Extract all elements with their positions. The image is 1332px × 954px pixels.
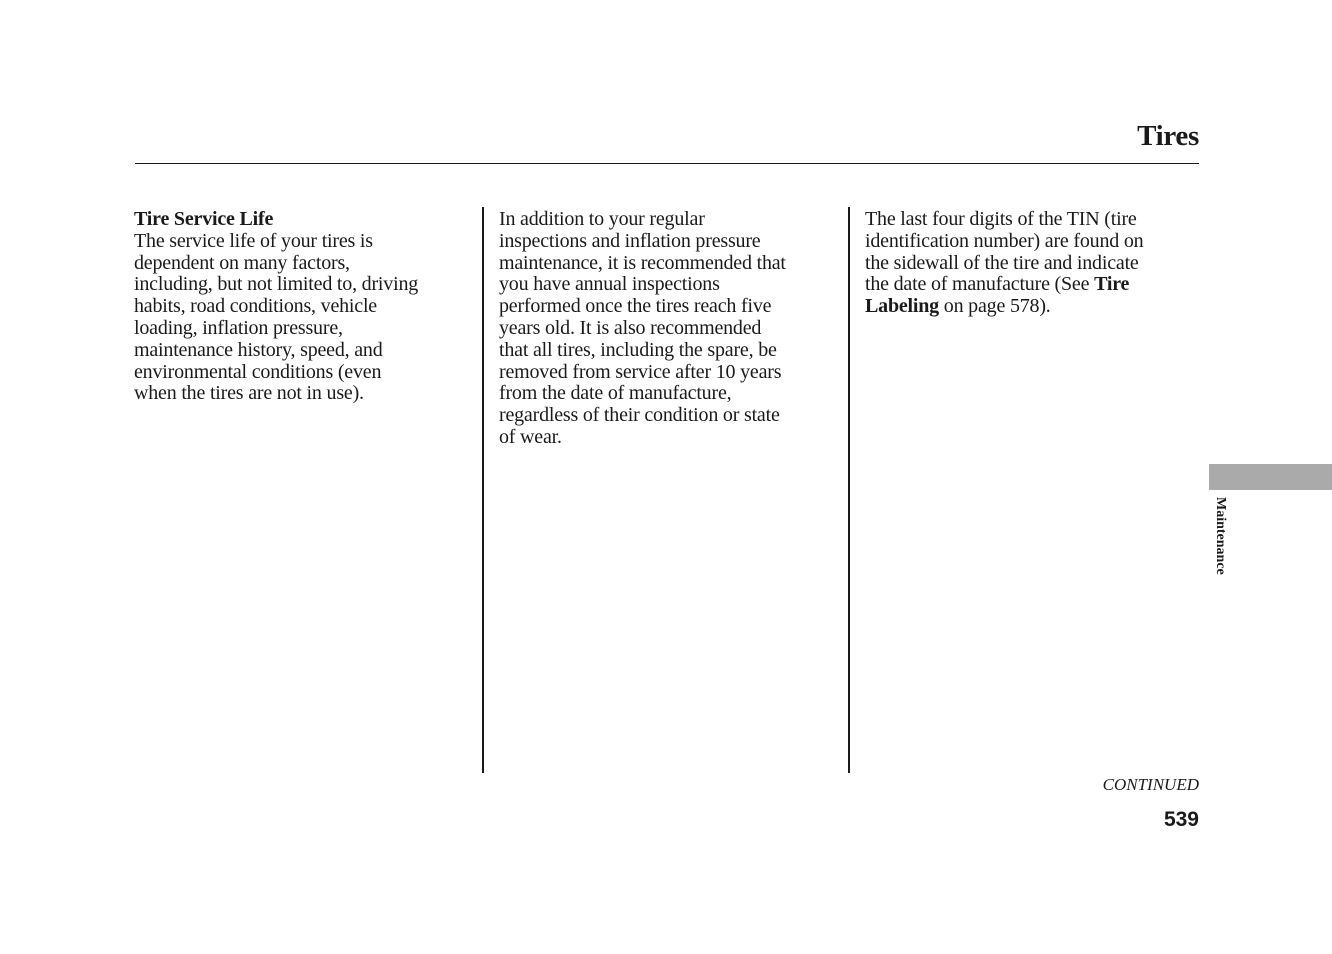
body-line: maintenance history, speed, and [134,338,383,361]
body-line: regardless of their condition or state [499,404,780,427]
continued-note: CONTINUED [1102,775,1199,794]
section-tab-label: Maintenance [1213,497,1228,575]
tire-labeling-reference: Tire [1094,273,1130,296]
column-divider [848,207,850,773]
body-text: the date of manufacture (See [865,273,1095,296]
body-line: the sidewall of the tire and indicate [865,251,1139,274]
body-line: loading, inflation pressure, [134,316,343,339]
column-divider [482,207,484,773]
body-line: when the tires are not in use). [134,382,364,405]
body-line: that all tires, including the spare, be [499,338,777,361]
body-line [865,274,1195,296]
body-line: In addition to your regular [499,208,705,230]
column-2 [499,209,839,449]
column-3 [865,209,1195,318]
body-line: inspections and inflation pressure [499,229,761,252]
page-title: Tires [1137,120,1199,152]
body-line: from the date of manufacture, [499,382,732,405]
body-line: environmental conditions (even [134,360,382,383]
body-line: years old. It is also recommended [499,316,762,339]
body-line: maintenance, it is recommended that [499,251,786,274]
section-heading: Tire Service Life [134,208,274,230]
body-line: of wear. [499,425,562,448]
body-line: performed once the tires reach five [499,295,772,318]
title-divider [135,163,1199,164]
body-line: identification number) are found on [865,229,1144,252]
body-line: removed from service after 10 years [499,360,782,383]
page-number: 539 [1163,808,1199,831]
body-text: on page 578). [938,295,1051,318]
column-1 [134,209,469,405]
section-tab-marker [1209,464,1332,490]
body-line: including, but not limited to, driving [134,273,419,296]
body-line [865,296,1195,318]
body-line: The last four digits of the TIN (tire [865,208,1137,230]
body-line: The service life of your tires is [134,229,373,252]
body-line: habits, road conditions, vehicle [134,295,377,318]
body-line: you have annual inspections [499,273,720,296]
tire-labeling-reference: Labeling [865,295,939,318]
body-line: dependent on many factors, [134,251,350,274]
